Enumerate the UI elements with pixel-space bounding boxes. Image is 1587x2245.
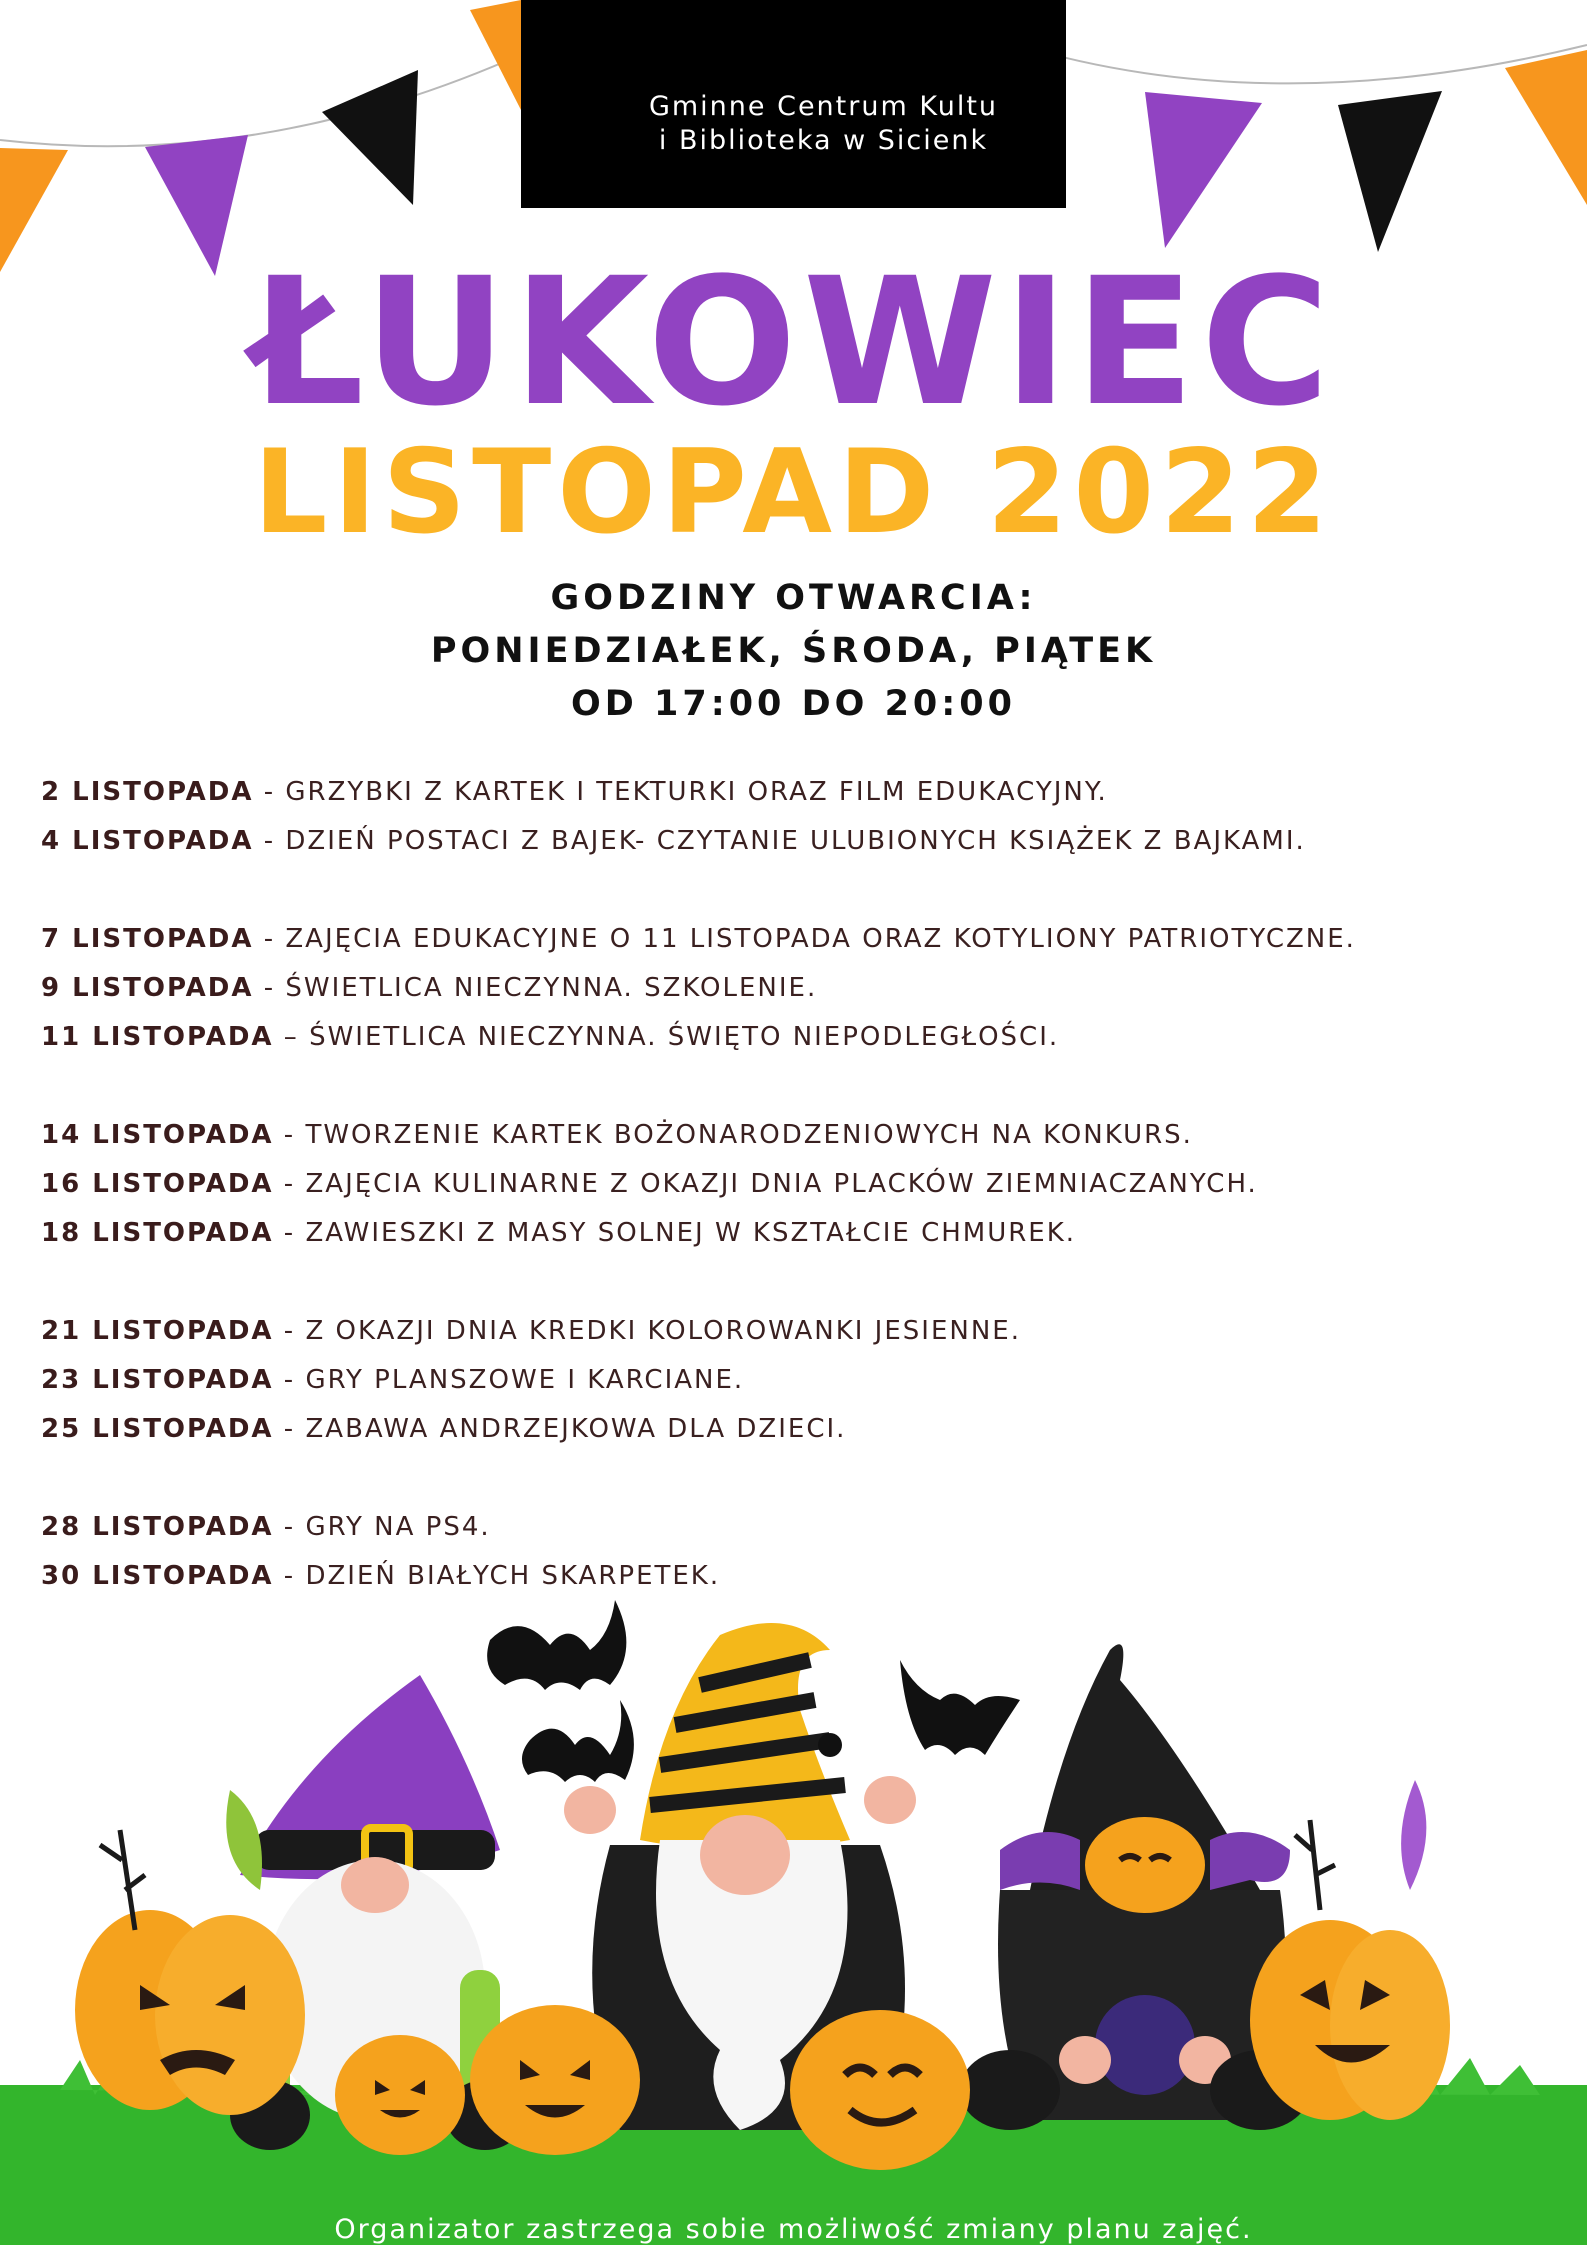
schedule-separator: - <box>273 1561 306 1591</box>
bat-icon <box>522 1700 634 1782</box>
leaf-icon <box>1401 1780 1426 1890</box>
black-pennant <box>1338 91 1442 252</box>
opening-hours <box>0 572 1587 731</box>
schedule-description: ZAWIESZKI Z MASY SOLNEJ W KSZTAŁCIE CHMUREK. <box>305 1218 1077 1248</box>
spider-icon <box>818 1733 842 1757</box>
organizer-line-1: Gminne Centrum Kultu <box>648 91 999 122</box>
schedule-item <box>41 1164 1561 1213</box>
schedule-description: ZABAWA ANDRZEJKOWA DLA DZIECI. <box>305 1414 847 1444</box>
schedule-description: ŚWIETLICA NIECZYNNA. SZKOLENIE. <box>285 973 818 1003</box>
page-title: ŁUKOWIEC <box>251 240 1336 445</box>
schedule-description: DZIEŃ POSTACI Z BAJEK- CZYTANIE ULUBIONYCH KSIĄŻEK Z BAJKAMI. <box>285 826 1306 856</box>
crystal-ball-icon <box>1095 1995 1195 2095</box>
twig-icon <box>1295 1820 1335 1910</box>
schedule-date: 9 LISTOPADA <box>41 973 254 1003</box>
schedule-separator: - <box>273 1365 306 1395</box>
schedule-item <box>41 1311 1561 1360</box>
orange-pennant <box>1505 50 1587 205</box>
schedule-separator: - <box>253 777 286 807</box>
schedule-date: 7 LISTOPADA <box>41 924 254 954</box>
schedule-item <box>41 1360 1561 1409</box>
schedule-separator: - <box>273 1120 306 1150</box>
pumpkin-icon <box>790 2010 970 2170</box>
footer-disclaimer: Organizator zastrzega sobie możliwość zmiany planu zajęć. <box>334 2214 1253 2245</box>
pumpkin-icon <box>470 2005 640 2155</box>
schedule-description: ŚWIETLICA NIECZYNNA. ŚWIĘTO NIEPODLEGŁOŚCI. <box>309 1022 1060 1052</box>
schedule-description: Z OKAZJI DNIA KREDKI KOLOROWANKI JESIENNE. <box>305 1316 1021 1346</box>
schedule-description: ZAJĘCIA KULINARNE Z OKAZJI DNIA PLACKÓW ZIEMNIACZANYCH. <box>305 1169 1258 1199</box>
schedule-date: 18 LISTOPADA <box>41 1218 274 1248</box>
gnome-hand <box>564 1786 616 1834</box>
pumpkin-icon <box>1085 1817 1205 1913</box>
schedule-date: 23 LISTOPADA <box>41 1365 274 1395</box>
organizer-line-2: i Biblioteka w Sicienk <box>658 125 989 156</box>
page-subtitle: LISTOPAD 2022 <box>253 425 1334 560</box>
schedule-date: 2 LISTOPADA <box>41 777 254 807</box>
purple-pennant <box>1145 92 1262 248</box>
schedule-date: 28 LISTOPADA <box>41 1512 274 1542</box>
schedule-date: 30 LISTOPADA <box>41 1561 274 1591</box>
schedule-description: GRZYBKI Z KARTEK I TEKTURKI ORAZ FILM EDUKACYJNY. <box>285 777 1108 807</box>
schedule-item <box>41 968 1561 1017</box>
schedule-date: 14 LISTOPADA <box>41 1120 274 1150</box>
schedule-list <box>41 772 1561 1605</box>
opening-time: OD 17:00 DO 20:00 <box>571 684 1016 724</box>
schedule-separator: - <box>253 826 286 856</box>
schedule-separator: - <box>273 1316 306 1346</box>
gnome-nose <box>700 1815 790 1895</box>
schedule-separator: - <box>253 973 286 1003</box>
bat-icon <box>900 1660 1020 1755</box>
schedule-separator: - <box>273 1169 306 1199</box>
schedule-separator: - <box>273 1414 306 1444</box>
schedule-description: GRY NA PS4. <box>305 1512 491 1542</box>
black-pennant <box>322 70 418 205</box>
halloween-illustration <box>0 1590 1587 2245</box>
pumpkin-icon <box>1250 1920 1450 2120</box>
schedule-date: 25 LISTOPADA <box>41 1414 274 1444</box>
pumpkin-icon <box>75 1910 305 2115</box>
organizer-banner <box>521 0 1066 208</box>
leaf-icon <box>226 1790 262 1890</box>
opening-days: PONIEDZIAŁEK, ŚRODA, PIĄTEK <box>430 631 1157 671</box>
orange-pennant <box>470 0 521 110</box>
gnome-hand <box>864 1776 916 1824</box>
schedule-item <box>41 1115 1561 1164</box>
schedule-separator: - <box>273 1512 306 1542</box>
schedule-description: ZAJĘCIA EDUKACYJNE O 11 LISTOPADA ORAZ KOTYLIONY PATRIOTYCZNE. <box>285 924 1356 954</box>
pumpkin-icon <box>335 2035 465 2155</box>
schedule-item <box>41 1409 1561 1458</box>
schedule-item <box>41 1507 1561 1556</box>
schedule-date: 21 LISTOPADA <box>41 1316 274 1346</box>
gnome-hand <box>1059 2036 1111 2084</box>
schedule-date: 11 LISTOPADA <box>41 1022 274 1052</box>
schedule-item <box>41 772 1561 821</box>
gnome-nose <box>341 1857 409 1913</box>
schedule-item <box>41 1017 1561 1066</box>
schedule-item <box>41 1213 1561 1262</box>
bat-icon <box>487 1600 626 1690</box>
opening-hours-heading: GODZINY OTWARCIA: <box>550 578 1037 618</box>
schedule-separator: - <box>253 924 286 954</box>
schedule-item <box>41 821 1561 870</box>
schedule-date: 16 LISTOPADA <box>41 1169 274 1199</box>
schedule-item <box>41 919 1561 968</box>
schedule-description: GRY PLANSZOWE I KARCIANE. <box>305 1365 745 1395</box>
garland-string-left <box>0 55 520 146</box>
schedule-date: 4 LISTOPADA <box>41 826 254 856</box>
schedule-separator: – <box>273 1022 310 1052</box>
schedule-description: TWORZENIE KARTEK BOŻONARODZENIOWYCH NA KONKURS. <box>305 1120 1193 1150</box>
gnome-boot <box>960 2050 1060 2130</box>
schedule-separator: - <box>273 1218 306 1248</box>
schedule-description: DZIEŃ BIAŁYCH SKARPETEK. <box>305 1561 721 1591</box>
